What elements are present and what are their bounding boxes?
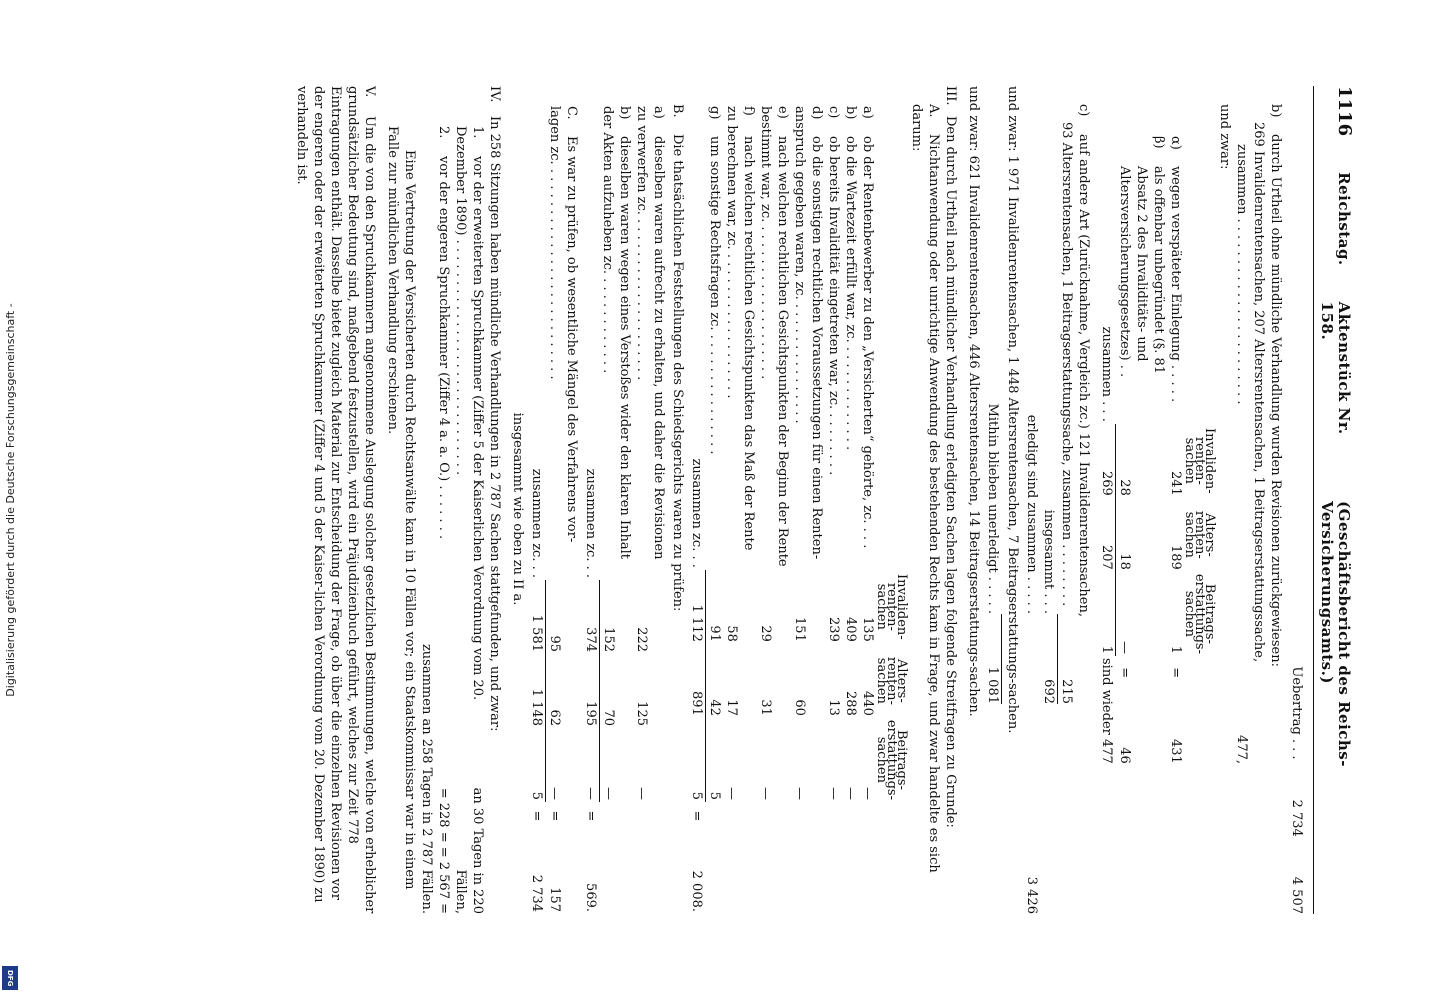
row-mark: g) [707,106,722,120]
row-text: ob die Wartezeit erfüllt war, zc. . . . . . . . . . . . . . [843,136,859,451]
row-text: dieselben waren aufrecht zu erhalten, und daher die Revisionen zu verwerfen zc. . . . . . . . . . . . . . . . . . . . . [634,106,667,560]
section-B [582,86,687,914]
cell-value: — [1117,640,1133,654]
page-footer [0,0,22,1000]
sum-value: 1 [1099,572,1117,656]
table-row [600,104,634,914]
cell-value: — [634,787,650,800]
und-zwar-summary: und zwar: 1 971 Invalidenrentensachen, 1 448 Altersrentensachen, 7 Beitragserstattungs-sachen. [1005,86,1021,734]
equals-sign: = [547,810,562,822]
cell-value: 239 [826,617,842,642]
row-text: nach welchen rechtlichen Gesichtspunkten das Maß der Rente zu berechnen war, zc. . . . . . . . . . . . . . . . . . . [724,106,757,551]
cell-value: — [792,787,808,800]
row-mark: 2. [436,126,452,139]
sum-tail: sind wieder 477 [1099,657,1115,764]
footer-text: Digitalisierung gefördert durch die Deutsche Forschungsgemeinschaft - [4,303,17,697]
row-text: Absatz 2 des Invaliditäts- und [1134,166,1149,362]
row-text: um sonstige Rechtsfragen zc. . . . . . . . . . . . . . . . [707,136,722,455]
table-row [826,104,843,914]
list-item [453,86,487,914]
row-total: 157 [547,887,562,912]
section-b-mark: b) [1268,104,1283,118]
cell-value: 409 [843,617,859,642]
section-III-text: Den durch Urtheil nach mündlicher Verhandlung erledigten Sachen lagen folgende Streitfragen zu Grunde: [943,116,959,828]
section-III [943,86,960,914]
section-A-text: Nichtanwendung oder unrichtige Anwendung des bestehenden Rechts kam in Frage, und zwar handelte es sich darum: [909,104,942,873]
cell-value: — [547,787,563,800]
section-IV-sum: zusammen an 258 Tagen in 2 787 Fällen. [419,643,435,914]
sum-total: 569. [583,883,598,912]
row-mark: d) [809,106,825,120]
cell-value: 62 [547,709,563,726]
row-label-cell [792,104,826,570]
sum-value: 5 [689,718,707,802]
section-c-text1: auf andere Art (Zurücknahme, Vergleich zc.) 121 Invalidenrentensachen, [1076,134,1092,617]
row-total: 431 [1168,738,1183,764]
section-V-mark: V. [362,86,378,98]
page-number: 1116 [1334,86,1355,137]
table-row [758,104,792,914]
cell-value: 28 [1117,479,1133,496]
sum-value: 5 [529,728,547,802]
cell-value: — [860,787,876,800]
section-A-table [689,104,910,914]
section-B-mark: B. [670,104,686,118]
section-A-mark: A. [926,104,942,118]
header-title-left: Reichstag. [1335,172,1353,266]
sum-value: 1 112 [689,570,707,644]
sum-value: 374 [582,580,600,654]
mithin-value: 1 081 [985,614,1003,704]
document-page [67,50,1367,950]
row-mark: a) [651,106,667,119]
section-C-table [529,104,581,914]
sum-label: zusammen zc. . . [529,468,545,578]
cell-value: 1 [1168,645,1183,654]
list-item [436,86,453,914]
cell-value: 91 [707,625,723,642]
cell-value: 13 [826,699,842,716]
row-text: als offenbar unbegründet (§. 81 [1151,166,1166,375]
section-b-line2: 269 Invalidenrentensachen, 207 Altersrentensachen, 1 Beitragserstattungssache, [1251,122,1266,663]
erledigt-value: 3 426 [1024,876,1040,914]
cell-value: 29 [758,625,774,642]
table-row [724,104,758,914]
col-head-alters: Alters-renten-sachen [1182,510,1217,559]
sum-total: 2 734 [529,874,545,912]
col-head-invaliden: Invaliden-renten-sachen [874,574,910,640]
section-c-text2: 93 Altersrentensachen, 1 Beitragserstattungssache, zusammen . . . . . . . . [1059,122,1075,607]
row-text: vor der erweiterten Spruchkammer (Ziffer 5 der Kaiserlichen Verordnung vom 20. Dezember 1890) . . . . . . . . . . . . . . . . . . . . . . . . . . . . . [453,126,486,701]
section-c [1024,86,1093,914]
cell-value: 152 [601,627,616,652]
row-label-cell [724,104,758,570]
row-label-cell [634,104,668,580]
sum-value: 1 148 [529,654,547,728]
section-c-value: 215 [1059,679,1075,704]
cell-value: — [826,787,842,800]
row-mark: f) [741,106,757,116]
section-b [1099,86,1285,914]
section-V [294,86,379,914]
cell-value: 189 [1168,545,1183,570]
cell-value: 151 [792,617,808,642]
row-mark: 1. [470,126,486,139]
sum-label: zusammen . . . [1099,326,1115,422]
section-V-text: Um die von den Spruchkammern angenommene Auslegung solcher gesetzlichen Bestimmungen, welche von erheblicher grundsätzlicher Bedeutung sind, maßgebend festzustellen, wird ein Präjudizienbuch geführt, welches zur Zeit 778 Eintragungen enthält. Dasselbe bietet zugleich Material zur Entscheidung der Frage, ob über die einzelnen Revisionen vor der engeren oder der erweiterten Spruchkammer (Ziffer 4 und 5 der Kaiser-lichen Verordnung vom 20. Dezember 1890) zu verhandeln ist. [294,86,378,914]
insgesammt-label: insgesammt . . . [1041,509,1057,614]
dfg-logo-icon: DFG [2,966,18,990]
cell-value: 222 [634,627,650,652]
cell-value: — [601,787,616,800]
equals-sign: = [1168,667,1183,679]
cell-value: 241 [1168,471,1183,496]
cell-value: 17 [724,699,740,716]
section-C-text: Es war zu prüfen, ob wesentliche Mängel des Verfahrens vor-lagen zc. . . . . . . . . . . . . . . . . . . . . . . . . . . [547,106,579,543]
cell-value: 60 [792,699,808,716]
uebertrag-value-1: 2 734 [1289,799,1304,837]
col-head-beitrags: Beitrags-erstattungs-sachen [874,719,910,800]
row-text: ob die sonstigen rechtlichen Voraussetzungen für einen Renten-anspruch gegeben waren, zc. . . . . . . . . . . . . . . . [792,106,825,560]
section-B-text: Die thatsächlichen Feststellungen des Schiedsgerichts waren zu prüfen: [670,134,686,612]
row-mark: e) [775,106,791,119]
cell-value: 440 [860,691,876,716]
table-row [634,104,668,914]
row-text: nach welchen rechtlichen Gesichtspunkten der Beginn der Rente bestimmt war, zc. . . . . . . . . . . . . . . . . . . . [758,106,791,567]
section-IV-footnote: Eine Vertretung der Versicherten durch Rechtsanwälte kam in 10 Fällen vor; ein Staatskommissar war in einem Falle zur mündlichen Verhandlung erschienen. [385,126,418,890]
col-head-beitrags: Beitrags-erstattungs-sachen [1182,573,1217,654]
row-text: wegen verspäteter Einlegung . . . . . [1168,166,1183,403]
sum-value: 891 [689,644,707,718]
section-III-mark: III. [943,86,959,106]
table-row [546,104,580,914]
cell-value: 125 [634,701,650,726]
row-total: 46 [1117,747,1132,764]
sum-label: zusammen zc. . . [583,468,598,578]
row-mark: β) [1151,136,1166,149]
sum-value: 1 581 [529,580,547,654]
uebertrag-row [1288,86,1305,914]
col-head-invaliden: Invaliden-renten-sachen [1182,427,1217,494]
cell-value: 288 [843,691,859,716]
table-sum-row [1099,134,1117,766]
section-IV-text: In 258 Sitzungen haben mündliche Verhandlungen in 2 787 Sachen stattgefunden, und zwar: [487,116,503,732]
sum-label: zusammen zc. . . [689,458,705,568]
header-title-mid: Aktenstück Nr. 158. [1318,301,1353,435]
row-text: ob der Rentenbewerber zu den „Versicherten“ gehörte, zc. . . . [860,136,876,549]
table-row [706,104,724,914]
row-label-cell [843,104,860,570]
row-label-cell [860,104,877,570]
cell-value: 70 [601,709,616,726]
cell-value: 95 [547,635,563,652]
section-b-und-zwar: und zwar: [1217,104,1232,170]
und-zwar-open: und zwar: 621 Invalidenrentensachen, 446 Altersrentensachen, 14 Beitragserstattungs-sachen. [966,86,982,717]
section-IV [385,86,504,914]
cell-value: — [724,787,740,800]
cell-value: — [758,787,774,800]
uebertrag-label: Uebertrag . . . [1289,666,1304,760]
table-row [1116,134,1167,766]
section-A [689,86,943,914]
page-header [1313,86,1353,914]
mithin-label: Mithin blieben unerledigt . . . . . [985,403,1001,614]
row-mark: c) [826,106,842,119]
table-row [792,104,826,914]
section-IV-mark: IV. [487,86,503,103]
sum-value: 195 [582,654,600,728]
sum-value: 207 [1099,498,1117,572]
table-row [860,104,877,914]
cell-value: 18 [1117,553,1133,570]
row-label-cell [758,104,792,570]
cell-value: 31 [758,699,774,716]
table-row [843,104,860,914]
row-text: vor der engeren Spruchkammer (Ziffer 4 a. a. O.) . . . . . . . [436,156,452,540]
sum-value: — [582,728,600,802]
row-mark: b) [617,106,633,120]
section-b-table [1099,134,1215,766]
row-mark: b) [843,106,859,120]
equals-sign: = [1117,667,1132,679]
sum-total: 2 008. [689,870,705,912]
insgesammt-value: 692 [1041,614,1059,704]
row-value: = 228 = = 2 567 = [436,787,452,914]
cell-value: 58 [724,625,740,642]
section-C-mark: C. [564,106,579,120]
row-text: ob bereits Invalidität eingetreten war, zc. . . . . . . . . [826,136,842,476]
cell-value: — [843,787,859,800]
erledigt-label: erledigt sind zusammen . . . . . [1024,414,1040,614]
section-C [510,86,581,914]
equals-sign: = [689,810,705,822]
cell-value: 5 [707,791,723,800]
table-sum-row [582,104,600,914]
sum-value: 269 [1099,424,1117,498]
uebertrag-value-2: 4 507 [1289,876,1304,914]
header-title-right: (Geschäftsbericht des Reichs-Versicherungsamts.) [1318,501,1353,767]
row-text: dieselben waren wegen eines Verstoßes wider den klaren Inhalt der Akten aufzuheben zc. . . . . . . . . . . . . [600,106,633,559]
section-b-text: durch Urtheil ohne mündliche Verhandlung wurden Revisionen zurückgewiesen: [1268,134,1283,667]
section-b-total: 477, [1234,735,1249,764]
equals-sign: = [529,810,545,822]
row-label-cell [600,104,634,580]
section-c-mark: c) [1076,104,1092,117]
col-head-alters: Alters-renten-sachen [874,656,910,705]
equals-sign: = [583,810,598,822]
table-sum-row [689,104,707,914]
insgesammt-wie-oben: insgesammt wie oben zu II a. [510,412,526,606]
cell-value: 42 [707,699,723,716]
cell-value: 135 [860,617,876,642]
row-label-cell [706,104,724,570]
row-mark: α) [1168,136,1183,150]
row-value: an 30 Tagen in 220 Fällen, [453,787,486,914]
section-B-table [582,104,668,914]
section-b-line3: zusammen . . . . . . . . . . . . . . . . . . . . . . . [1234,144,1249,405]
row-text: Altersversicherungsgesetzes) . . [1117,166,1132,378]
row-mark: a) [860,106,876,119]
table-sum-row [529,104,547,914]
row-label-cell [826,104,843,570]
